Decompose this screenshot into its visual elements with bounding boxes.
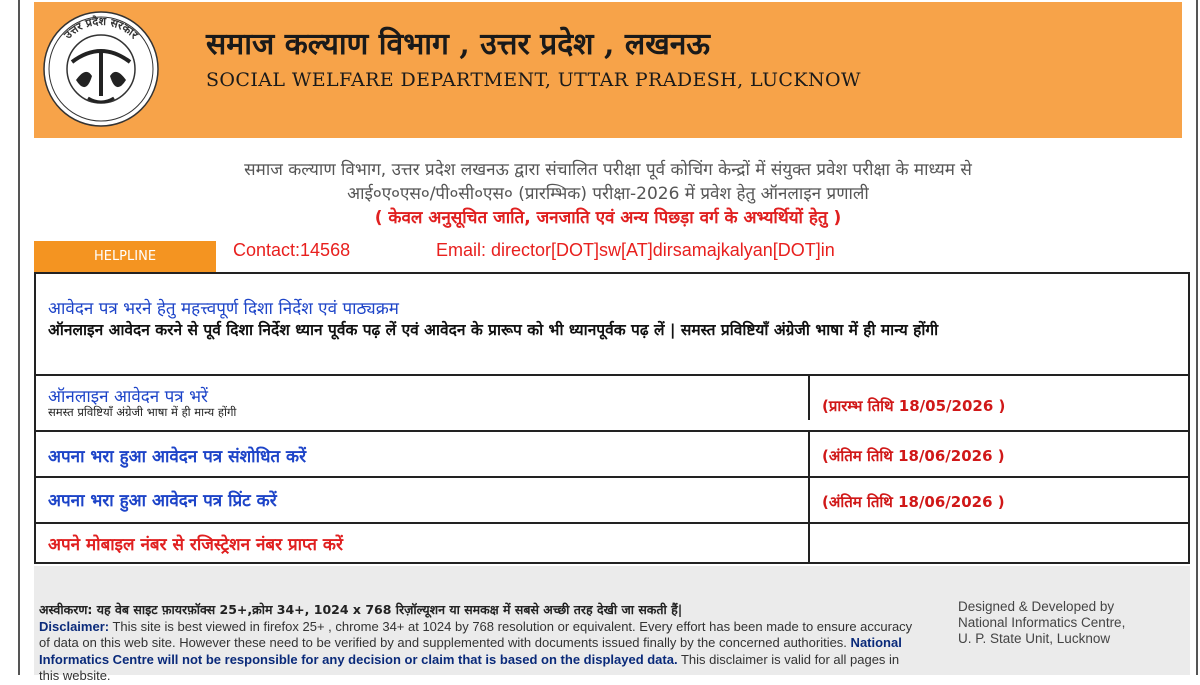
print-last-date: (अंतिम तिथि 18/06/2026 ) — [822, 493, 1005, 511]
nic-responsibility-note: National Informatics Centre will not be responsible for any decision or claim that is based on the displayed data. — [39, 635, 902, 667]
helpline-email: Email: director[DOT]sw[AT]dirsamajkalyan[DOT]in — [436, 240, 835, 260]
intro-line-2: आई०ए०एस०/पी०सी०एस० (प्रारम्भिक) परीक्षा-2026 में प्रवेश हेतु ऑनलाइन प्रणाली — [347, 184, 869, 204]
table-row — [36, 522, 1188, 562]
svg-text:उत्तर प्रदेश सरकार: उत्तर प्रदेश सरकार — [61, 14, 141, 42]
start-date: (प्रारम्भ तिथि 18/05/2026 ) — [822, 397, 1006, 415]
get-registration-number-link[interactable]: अपने मोबाइल नंबर से रजिस्ट्रेशन नंबर प्राप्त करें — [48, 535, 343, 555]
eligibility-note: ( केवल अनुसूचित जाति, जनजाति एवं अन्य पिछड़ा वर्ग के अभ्यर्थियों हेतु ) — [374, 208, 842, 228]
application-links-panel — [34, 272, 1190, 564]
apply-online-link[interactable]: ऑनलाइन आवेदन पत्र भरें — [48, 387, 208, 407]
table-row — [36, 430, 1188, 478]
up-government-emblem-icon — [42, 10, 160, 128]
disclaimer-text — [39, 602, 919, 685]
department-title-hindi: समाज कल्याण विभाग , उत्तर प्रदेश , लखनऊ — [206, 27, 710, 62]
designed-by-line-3: U. P. State Unit, Lucknow — [958, 631, 1111, 646]
intro-line-1: समाज कल्याण विभाग, उत्तर प्रदेश लखनऊ द्वारा संचालित परीक्षा पूर्व कोचिंग केन्द्रों में संयुक्त प्रवेश परीक्षा के माध्यम से — [244, 160, 972, 180]
print-application-link[interactable]: अपना भरा हुआ आवेदन पत्र प्रिंट करें — [48, 491, 277, 511]
helpline-tab: HELPLINE — [34, 241, 216, 272]
disclaimer-label: Disclaimer: — [39, 618, 110, 634]
page-left-border — [18, 0, 20, 675]
designed-by-line-1: Designed & Developed by — [958, 599, 1115, 614]
designed-by — [958, 599, 1188, 647]
footer — [34, 566, 1190, 683]
helpline-contact: Contact:14568 — [233, 240, 351, 260]
guidelines-text: ऑनलाइन आवेदन करने से पूर्व दिशा निर्देश ध्यान पूर्वक पढ़ लें एवं आवेदन के प्रारूप को भी ध्यानपूर्वक पढ़ लें | समस्त प्रविष्टियाँ अंग्रेजी भाषा में ही मान्य होंगी — [48, 321, 939, 339]
page-right-border — [1196, 0, 1198, 675]
designed-by-line-2: National Informatics Centre, — [958, 615, 1126, 630]
english-entries-note: समस्त प्रविष्टियाँ अंग्रेजी भाषा में ही मान्य होंगी — [48, 405, 237, 419]
intro-section — [34, 158, 1182, 230]
department-title-english: SOCIAL WELFARE DEPARTMENT, UTTAR PRADESH, LUCKNOW — [206, 69, 861, 91]
disclaimer-english: This site is best viewed in firefox 25+ , chrome 34+ at 1024 by 768 resolution or equivalent. Every effort has been made to ensure accuracy of data on this web site. However these need to be verified by and supplemented with documents issued finally by the concerned authorities. — [39, 618, 913, 650]
table-row — [36, 374, 1188, 420]
table-row — [36, 476, 1188, 522]
header-banner — [34, 2, 1182, 138]
edit-last-date: (अंतिम तिथि 18/06/2026 ) — [822, 447, 1005, 465]
guidelines-link[interactable]: आवेदन पत्र भरने हेतु महत्त्वपूर्ण दिशा निर्देश एवं पाठ्यक्रम — [48, 299, 399, 319]
edit-application-link[interactable]: अपना भरा हुआ आवेदन पत्र संशोधित करें — [48, 447, 307, 467]
disclaimer-hindi: अस्वीकरण: यह वेब साइट फ़ायरफ़ॉक्स 25+,क्रोम 34+, 1024 x 768 रिज़ॉल्यूशन या समकक्ष में सबसे अच्छी तरह देखी जा सकती हैं| — [39, 602, 683, 617]
disclaimer-tail: This disclaimer is valid for all pages in this website. — [39, 651, 900, 683]
